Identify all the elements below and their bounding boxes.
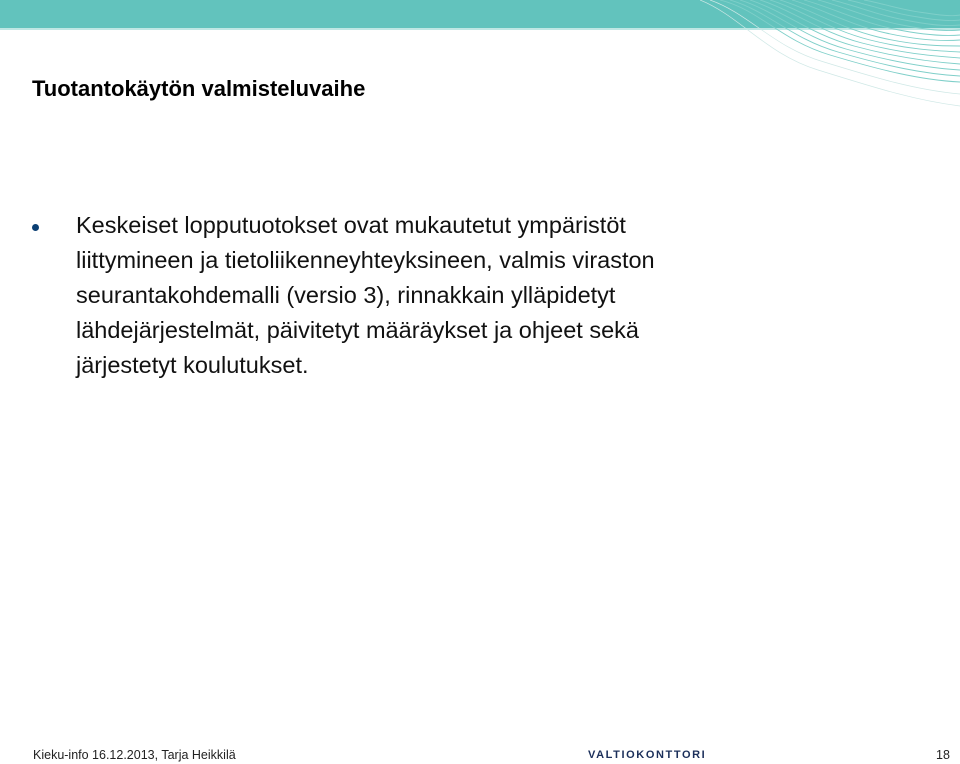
bullet-dot-icon (32, 224, 39, 231)
page-number: 18 (936, 748, 950, 762)
bullet-list (30, 208, 830, 383)
bullet-text-line: lähdejärjestelmät, päivitetyt määräykset ja ohjeet sekä (76, 317, 639, 343)
bullet-item (30, 208, 830, 383)
bullet-text-line: järjestetyt koulutukset. (76, 352, 309, 378)
bullet-text-line: seurantakohdemalli (versio 3), rinnakkain ylläpidetyt (76, 282, 616, 308)
bullet-text-line: liittymineen ja tietoliikenneyhteyksineen, valmis viraston (76, 247, 655, 273)
slide-title: Tuotantokäytön valmisteluvaihe (32, 76, 366, 101)
footer-presentation-info: Kieku-info 16.12.2013, Tarja Heikkilä (33, 748, 236, 762)
bullet-text-line: Keskeiset lopputuotokset ovat mukautetut ympäristöt (76, 212, 626, 238)
valtiokonttori-logo: VALTIOKONTTORI (588, 749, 707, 761)
wave-lines-decoration (700, 0, 960, 120)
